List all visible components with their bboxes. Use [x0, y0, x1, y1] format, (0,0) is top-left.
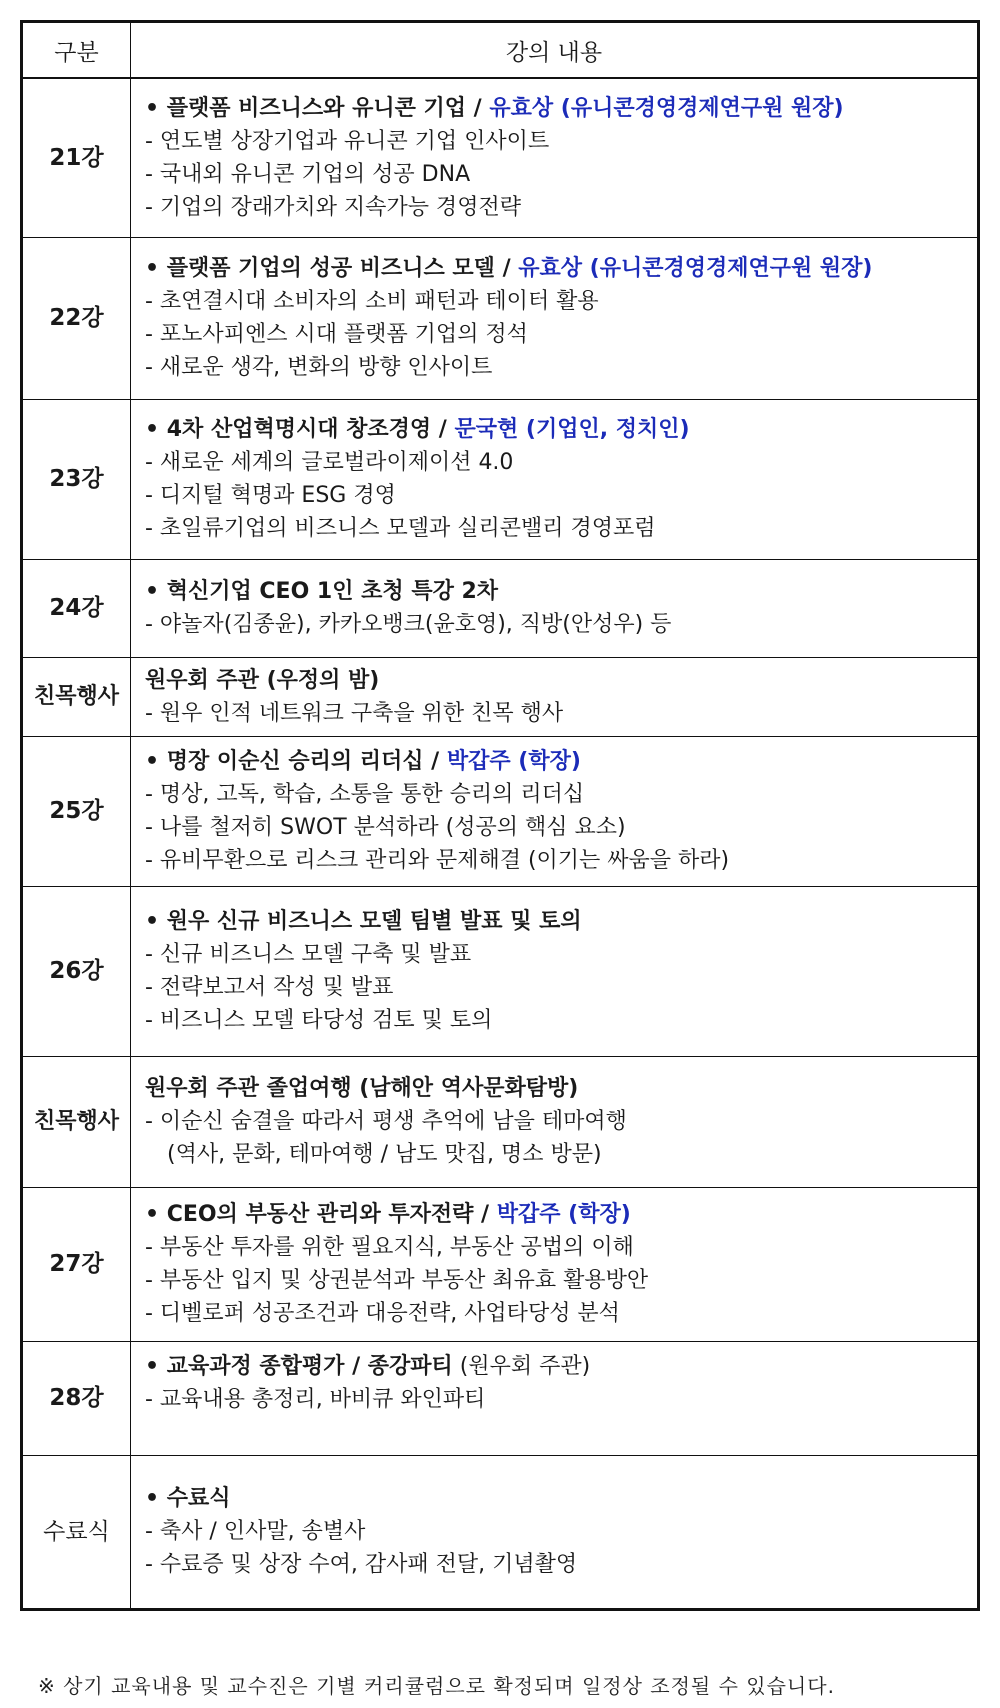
- detail-line: - 초일류기업의 비즈니스 모델과 실리콘밸리 경영포럼: [145, 516, 656, 541]
- lecture-title: 플랫폼 비즈니스와 유니콘 기업: [166, 95, 466, 121]
- session-content: [131, 736, 979, 886]
- detail-line: - 원우 인적 네트워크 구축을 위한 친목 행사: [145, 700, 564, 726]
- instructor: 문국현 (기업인, 정치인): [454, 417, 690, 442]
- detail-line: - 국내외 유니콘 기업의 성공 DNA: [145, 161, 471, 187]
- lecture-title-line: • 명장 이순신 승리의 리더십 / 박갑주 (학장): [145, 749, 581, 774]
- session-content: [131, 1056, 979, 1187]
- lecture-title: 수료식: [166, 1486, 231, 1511]
- detail-line: - 비즈니스 모델 타당성 검토 및 토의: [145, 1008, 493, 1033]
- session-label: 23강: [22, 399, 131, 559]
- instructor: 유효상 (유니콘경영경제연구원 원장): [489, 95, 844, 121]
- session-content: [131, 237, 979, 399]
- detail-line: - 축사 / 인사말, 송별사: [145, 1519, 366, 1544]
- table-row: [22, 559, 979, 657]
- table-row: [22, 1056, 979, 1187]
- lecture-title: 혁신기업 CEO 1인 초청 특강 2차: [166, 579, 499, 604]
- session-content: [131, 1455, 979, 1609]
- lecture-title: 4차 산업혁명시대 창조경영: [166, 417, 432, 442]
- session-content: [131, 1187, 979, 1341]
- table-row: [22, 399, 979, 559]
- table-row: [22, 1187, 979, 1341]
- table-row: [22, 1455, 979, 1609]
- session-label: 22강: [22, 237, 131, 399]
- detail-line: - 전략보고서 작성 및 발표: [145, 975, 394, 1000]
- session-label: 수료식: [22, 1455, 131, 1609]
- table-row: [22, 736, 979, 886]
- detail-line: - 이순신 숨결을 따라서 평생 추억에 남을 테마여행: [145, 1109, 627, 1134]
- session-content: [131, 657, 979, 736]
- session-label: 28강: [22, 1341, 131, 1455]
- lecture-title: CEO의 부동산 관리와 투자전략: [166, 1202, 474, 1227]
- table-row: [22, 886, 979, 1056]
- lecture-title-line: • 플랫폼 비즈니스와 유니콘 기업 / 유효상 (유니콘경영경제연구원 원장): [145, 95, 844, 121]
- session-label: 친목행사: [22, 1056, 131, 1187]
- session-content: [131, 1341, 979, 1455]
- lecture-title: 명장 이순신 승리의 리더십: [166, 749, 424, 774]
- session-label: 27강: [22, 1187, 131, 1341]
- table-row: [22, 237, 979, 399]
- session-content: [131, 559, 979, 657]
- table-row: [22, 78, 979, 237]
- session-content: [131, 399, 979, 559]
- detail-line: - 디지털 혁명과 ESG 경영: [145, 483, 396, 508]
- lecture-title: 교육과정 종합평가 / 종강파티: [166, 1353, 453, 1379]
- lecture-title-line: • 수료식: [145, 1486, 231, 1511]
- session-content: [131, 886, 979, 1056]
- table-row: [22, 1341, 979, 1455]
- session-label: 21강: [22, 78, 131, 237]
- footnote: ※ 상기 교육내용 및 교수진은 기별 커리큘럼으로 확정되며 일정상 조정될 수 있습니다.: [38, 1674, 835, 1698]
- table-header-row: [22, 22, 979, 79]
- session-content: [131, 78, 979, 237]
- header-content: 강의 내용: [131, 22, 979, 79]
- host-note: (원우회 주관): [452, 1353, 591, 1379]
- instructor: 박갑주 (학장): [446, 749, 581, 774]
- detail-line: (역사, 문화, 테마여행 / 남도 맛집, 명소 방문): [167, 1142, 602, 1167]
- lecture-title-line: • 4차 산업혁명시대 창조경영 / 문국현 (기업인, 정치인): [145, 417, 690, 442]
- detail-line: - 새로운 세계의 글로벌라이제이션 4.0: [145, 450, 514, 475]
- detail-line: - 초연결시대 소비자의 소비 패턴과 테이터 활용: [145, 289, 599, 314]
- session-label: 24강: [22, 559, 131, 657]
- detail-line: - 나를 철저히 SWOT 분석하라 (성공의 핵심 요소): [145, 815, 626, 840]
- detail-line: - 부동산 입지 및 상권분석과 부동산 최유효 활용방안: [145, 1268, 649, 1293]
- lecture-title-line: • 교육과정 종합평가 / 종강파티 (원우회 주관): [145, 1353, 591, 1379]
- lecture-title-line: • 혁신기업 CEO 1인 초청 특강 2차: [145, 579, 499, 604]
- curriculum-table: [20, 20, 980, 1611]
- detail-line: - 연도별 상장기업과 유니콘 기업 인사이트: [145, 128, 550, 154]
- lecture-title-line: • CEO의 부동산 관리와 투자전략 / 박갑주 (학장): [145, 1202, 631, 1227]
- detail-line: - 신규 비즈니스 모델 구축 및 발표: [145, 942, 472, 967]
- header-session: 구분: [22, 22, 131, 79]
- instructor: 박갑주 (학장): [496, 1202, 631, 1227]
- lecture-title-line: • 원우 신규 비즈니스 모델 팀별 발표 및 토의: [145, 909, 582, 934]
- event-title: 원우회 주관 (우정의 밤): [145, 667, 380, 693]
- detail-line: - 포노사피엔스 시대 플랫폼 기업의 정석: [145, 322, 528, 347]
- detail-line: - 교육내용 총정리, 바비큐 와인파티: [145, 1386, 486, 1412]
- event-title: 원우회 주관 졸업여행 (남해안 역사문화탐방): [145, 1076, 579, 1101]
- detail-line: - 수료증 및 상장 수여, 감사패 전달, 기념촬영: [145, 1552, 578, 1577]
- session-label: 25강: [22, 736, 131, 886]
- detail-line: - 디벨로퍼 성공조건과 대응전략, 사업타당성 분석: [145, 1301, 620, 1326]
- session-label: 친목행사: [22, 657, 131, 736]
- detail-line: - 부동산 투자를 위한 필요지식, 부동산 공법의 이해: [145, 1235, 634, 1260]
- instructor: 유효상 (유니콘경영경제연구원 원장): [518, 256, 873, 281]
- detail-line: - 유비무환으로 리스크 관리와 문제해결 (이기는 싸움을 하라): [145, 848, 730, 873]
- lecture-title-line: • 플랫폼 기업의 성공 비즈니스 모델 / 유효상 (유니콘경영경제연구원 원장): [145, 256, 873, 281]
- lecture-title: 원우 신규 비즈니스 모델 팀별 발표 및 토의: [166, 909, 582, 934]
- detail-line: - 새로운 생각, 변화의 방향 인사이트: [145, 355, 493, 380]
- table-row: [22, 657, 979, 736]
- detail-line: - 명상, 고독, 학습, 소통을 통한 승리의 리더십: [145, 782, 585, 807]
- session-label: 26강: [22, 886, 131, 1056]
- detail-line: - 야놀자(김종윤), 카카오뱅크(윤호영), 직방(안성우) 등: [145, 612, 672, 637]
- detail-line: - 기업의 장래가치와 지속가능 경영전략: [145, 194, 521, 220]
- lecture-title: 플랫폼 기업의 성공 비즈니스 모델: [166, 256, 495, 281]
